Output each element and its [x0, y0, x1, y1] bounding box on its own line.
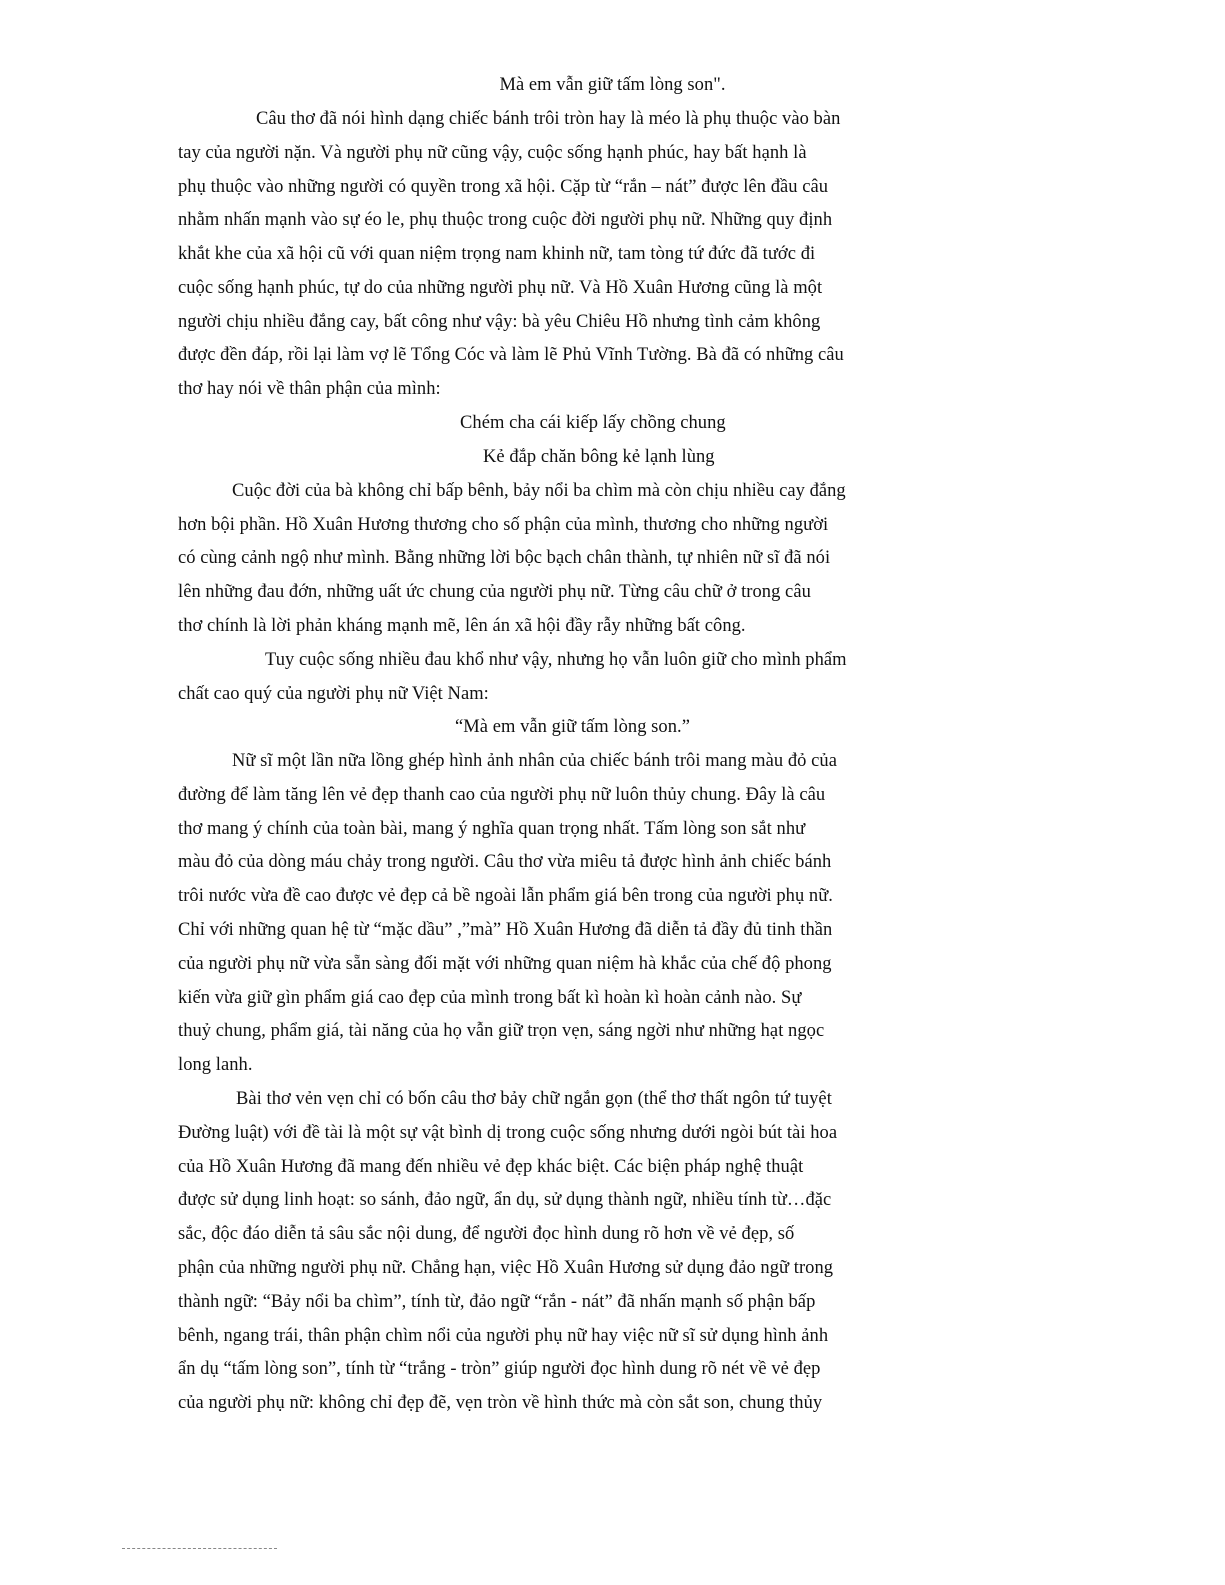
paragraph-line: thuỷ chung, phẩm giá, tài năng của họ vẫn giữ trọn vẹn, sáng ngời như những hạt ngọc — [178, 1021, 825, 1041]
paragraph-line: Chỉ với những quan hệ từ “mặc dầu” ,”mà” Hồ Xuân Hương đã diễn tả đầy đủ tinh thần — [178, 920, 833, 940]
paragraph-line: được sử dụng linh hoạt: so sánh, đảo ngữ, ẩn dụ, sử dụng thành ngữ, nhiều tính từ…đặc — [178, 1190, 832, 1210]
paragraph-line: lên những đau đớn, những uất ức chung của người phụ nữ. Từng câu chữ ở trong câu — [178, 582, 811, 602]
paragraph-line: thơ chính là lời phản kháng mạnh mẽ, lên án xã hội đầy rẫy những bất công. — [178, 616, 746, 636]
paragraph-line: cuộc sống hạnh phúc, tự do của những người phụ nữ. Và Hồ Xuân Hương cũng là một — [178, 278, 823, 298]
paragraph-line: kiến vừa giữ gìn phẩm giá cao đẹp của mình trong bất kì hoàn kì hoàn cảnh nào. Sự — [178, 988, 802, 1008]
paragraph-line: thơ mang ý chính của toàn bài, mang ý nghĩa quan trọng nhất. Tấm lòng son sắt như — [178, 819, 806, 839]
paragraph-line: Đường luật) với đề tài là một sự vật bình dị trong cuộc sống nhưng dưới ngòi bút tài hoa — [178, 1123, 838, 1143]
paragraph-line: Nữ sĩ một lần nữa lồng ghép hình ảnh nhân của chiếc bánh trôi mang màu đỏ của — [232, 751, 837, 771]
paragraph-line: tay của người nặn. Và người phụ nữ cũng vậy, cuộc sống hạnh phúc, hay bất hạnh là — [178, 143, 807, 163]
poem-line: Chém cha cái kiếp lấy chồng chung — [460, 413, 726, 433]
paragraph-line: Cuộc đời của bà không chỉ bấp bênh, bảy nổi ba chìm mà còn chịu nhiều cay đắng — [232, 481, 846, 501]
paragraph-line: ẩn dụ “tấm lòng son”, tính từ “trắng - tròn” giúp người đọc hình dung rõ nét về vẻ đẹp — [178, 1359, 821, 1379]
paragraph-line: có cùng cảnh ngộ như mình. Bằng những lời bộc bạch chân thành, tự nhiên nữ sĩ đã nói — [178, 548, 831, 568]
paragraph-line: Tuy cuộc sống nhiều đau khổ như vậy, nhưng họ vẫn luôn giữ cho mình phẩm — [265, 650, 847, 670]
paragraph-line: Bài thơ vẻn vẹn chỉ có bốn câu thơ bảy chữ ngắn gọn (thể thơ thất ngôn tứ tuyệt — [236, 1089, 832, 1109]
paragraph-line: Câu thơ đã nói hình dạng chiếc bánh trôi tròn hay là méo là phụ thuộc vào bàn — [256, 109, 841, 129]
paragraph-line: trôi nước vừa đề cao được vẻ đẹp cả bề ngoài lẫn phẩm giá bên trong của người phụ nữ. — [178, 886, 833, 906]
paragraph-line: khắt khe của xã hội cũ với quan niệm trọng nam khinh nữ, tam tòng tứ đức đã tước đi — [178, 244, 816, 264]
paragraph-line: hơn bội phần. Hồ Xuân Hương thương cho số phận của mình, thương cho những người — [178, 515, 829, 535]
paragraph-line: thơ hay nói về thân phận của mình: — [178, 379, 441, 399]
paragraph-line: của người phụ nữ vừa sẵn sàng đối mặt với những quan niệm hà khắc của chế độ phong — [178, 954, 832, 974]
poem-line: Kẻ đắp chăn bông kẻ lạnh lùng — [483, 447, 715, 467]
paragraph-line: phụ thuộc vào những người có quyền trong xã hội. Cặp từ “rắn – nát” được lên đầu câu — [178, 177, 829, 197]
paragraph-line: bênh, ngang trái, thân phận chìm nổi của người phụ nữ hay việc nữ sĩ sử dụng hình ảnh — [178, 1326, 829, 1346]
paragraph-line: được đền đáp, rồi lại làm vợ lẽ Tổng Cóc và làm lẽ Phủ Vĩnh Tường. Bà đã có những câu — [178, 345, 844, 365]
paragraph-line: thành ngữ: “Bảy nổi ba chìm”, tính từ, đảo ngữ “rắn - nát” đã nhấn mạnh số phận bấp — [178, 1292, 816, 1312]
paragraph-line: long lanh. — [178, 1055, 253, 1075]
paragraph-line: của Hồ Xuân Hương đã mang đến nhiều vẻ đẹp khác biệt. Các biện pháp nghệ thuật — [178, 1157, 804, 1177]
paragraph-line: sắc, độc đáo diễn tả sâu sắc nội dung, để người đọc hình dung rõ hơn về vẻ đẹp, số — [178, 1224, 795, 1244]
paragraph-line: phận của những người phụ nữ. Chẳng hạn, việc Hồ Xuân Hương sử dụng đảo ngữ trong — [178, 1258, 834, 1278]
poem-line: Mà em vẫn giữ tấm lòng son". — [499, 75, 726, 95]
paragraph-line: chất cao quý của người phụ nữ Việt Nam: — [178, 684, 489, 704]
paragraph-line: màu đỏ của dòng máu chảy trong người. Câu thơ vừa miêu tả được hình ảnh chiếc bánh — [178, 852, 832, 872]
footer-divider — [122, 1548, 277, 1549]
paragraph-line: nhằm nhấn mạnh vào sự éo le, phụ thuộc trong cuộc đời người phụ nữ. Những quy định — [178, 210, 833, 230]
poem-line: “Mà em vẫn giữ tấm lòng son.” — [455, 717, 690, 737]
paragraph-line: người chịu nhiều đắng cay, bất công như vậy: bà yêu Chiêu Hồ nhưng tình cảm không — [178, 312, 821, 332]
paragraph-line: đường để làm tăng lên vẻ đẹp thanh cao của người phụ nữ luôn thủy chung. Đây là câu — [178, 785, 826, 805]
paragraph-line: của người phụ nữ: không chỉ đẹp đẽ, vẹn tròn về hình thức mà còn sắt son, chung thủy — [178, 1393, 823, 1413]
